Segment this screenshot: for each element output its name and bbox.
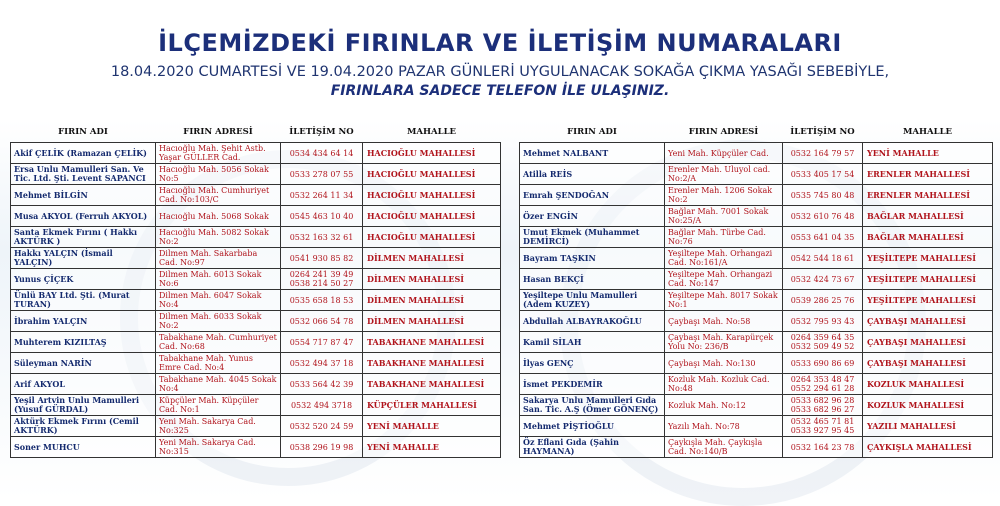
page-subtitle: 18.04.2020 CUMARTESİ VE 19.04.2020 PAZAR GÜNLERİ UYGULANACAK SOKAĞA ÇIKMA YASAĞI SEBEBİYLE, <box>110 64 890 80</box>
bakery-address-cell: Dilmen Mah. 6013 Sokak No:6 <box>156 269 281 290</box>
bakery-phone-cell <box>783 227 863 248</box>
phone-number: 0533 682 96 27 <box>790 405 855 414</box>
bakery-address-cell: Çaybaşı Mah. No:130 <box>665 353 783 374</box>
phone-number: 0532 520 24 59 <box>289 421 354 431</box>
phone-number: 0553 641 04 35 <box>790 232 855 242</box>
right-table-wrapper <box>519 122 993 458</box>
bakery-name-cell: İlyas GENÇ <box>520 353 665 374</box>
phone-number: 0264 353 48 47 <box>790 375 855 384</box>
bakery-address-cell: Bağlar Mah. 7001 Sokak No:25/A <box>665 206 783 227</box>
bakery-phone-cell <box>281 164 363 185</box>
bakery-name-cell: Ünlü BAY Ltd. Şti. (Murat TURAN) <box>11 290 156 311</box>
bakery-name-cell: Arif AKYOL <box>11 374 156 395</box>
phone-number: 0532 264 11 34 <box>289 190 354 200</box>
page-title: İLÇEMİZDEKİ FIRINLAR VE İLETİŞİM NUMARALARI <box>158 29 842 57</box>
bakery-name-cell: Kamil SİLAH <box>520 332 665 353</box>
bakery-name-cell: Umut Ekmek (Muhammet DEMİRCİ) <box>520 227 665 248</box>
phone-number: 0264 359 64 35 <box>790 333 855 342</box>
bakery-phone-cell <box>783 164 863 185</box>
phone-number: 0545 463 10 40 <box>289 211 354 221</box>
bakery-district-cell: TABAKHANE MAHALLESİ <box>363 374 501 395</box>
table-row <box>520 269 993 290</box>
bakery-name-cell: Mehmet PİŞTİOĞLU <box>520 416 665 437</box>
phone-number: 0532 494 37 18 <box>289 358 354 368</box>
bakery-name-cell: Muhterem KIZILTAŞ <box>11 332 156 353</box>
bakery-address-cell: Tabakhane Mah. 4045 Sokak No:4 <box>156 374 281 395</box>
phone-number: 0533 278 07 55 <box>289 169 354 179</box>
bakery-address-cell: Çaybaşı Mah. Karapürçek Yolu No: 236/B <box>665 332 783 353</box>
bakery-address-cell: Çaybaşı Mah. No:58 <box>665 311 783 332</box>
bakery-phone-cell <box>281 290 363 311</box>
bakery-phone-cell <box>281 248 363 269</box>
table-row <box>11 227 501 248</box>
header <box>0 28 1000 100</box>
phone-number: 0542 544 18 61 <box>790 253 855 263</box>
bakery-address-cell: Hacıoğlu Mah. 5068 Sokak <box>156 206 281 227</box>
page-notice: FIRINLARA SADECE TELEFON İLE ULAŞINIZ. <box>330 83 670 99</box>
bakery-address-cell: Tabakhane Mah. Yunus Emre Cad. No:4 <box>156 353 281 374</box>
bakery-phone-cell <box>783 437 863 458</box>
bakery-district-cell: BAĞLAR MAHALLESİ <box>863 227 993 248</box>
bakery-name-cell: Ersa Unlu Mamulleri San. Ve Tic. Ltd. Şti. Levent SAPANCI <box>11 164 156 185</box>
bakery-address-cell: Yeni Mah. Küpçüler Cad. <box>665 143 783 164</box>
column-header-phone: İLETİŞİM NO <box>289 127 354 137</box>
phone-number: 0532 494 3718 <box>290 400 353 410</box>
bakery-phone-cell <box>783 143 863 164</box>
table-row <box>11 437 501 458</box>
bakery-district-cell: ERENLER MAHALLESİ <box>863 185 993 206</box>
bakery-address-cell: Hacıoğlu Mah. Cumhuriyet Cad. No:103/C <box>156 185 281 206</box>
table-row <box>520 374 993 395</box>
table-row <box>520 206 993 227</box>
table-row <box>11 143 501 164</box>
table-row <box>11 248 501 269</box>
bakery-district-cell: KOZLUK MAHALLESİ <box>863 374 993 395</box>
bakery-table-left <box>10 122 501 458</box>
bakery-district-cell: YEŞİLTEPE MAHALLESİ <box>863 290 993 311</box>
bakery-phone-cell <box>783 206 863 227</box>
bakery-phone-cell <box>783 311 863 332</box>
bakery-phone-cell <box>281 395 363 416</box>
bakery-address-cell: Dilmen Mah. 6033 Sokak No:2 <box>156 311 281 332</box>
bakery-name-cell: Santa Ekmek Fırını ( Hakkı AKTÜRK ) <box>11 227 156 248</box>
bakery-name-cell: Hakkı YALÇIN (İsmail YALÇIN) <box>11 248 156 269</box>
bakery-district-cell: HACIOĞLU MAHALLESİ <box>363 227 501 248</box>
bakery-address-cell: Yeşiltepe Mah. Orhangazi Cad. No:161/A <box>665 248 783 269</box>
phone-number: 0532 164 23 78 <box>790 442 855 452</box>
table-row <box>11 374 501 395</box>
phone-number: 0539 286 25 76 <box>790 295 855 305</box>
bakery-address-cell: Kozluk Mah. No:12 <box>665 395 783 416</box>
phone-number: 0535 658 18 53 <box>289 295 354 305</box>
bakery-name-cell: Soner MUHCU <box>11 437 156 458</box>
bakery-district-cell: DİLMEN MAHALLESİ <box>363 290 501 311</box>
phone-number: 0532 509 49 52 <box>790 342 855 351</box>
bakery-name-cell: İsmet PEKDEMİR <box>520 374 665 395</box>
table-row <box>11 164 501 185</box>
bakery-name-cell: Süleyman NARİN <box>11 353 156 374</box>
bakery-name-cell: Yunus ÇİÇEK <box>11 269 156 290</box>
column-header-name: FIRIN ADI <box>567 127 617 137</box>
table-row <box>520 332 993 353</box>
bakery-district-cell: ERENLER MAHALLESİ <box>863 164 993 185</box>
phone-number: 0535 745 80 48 <box>790 190 855 200</box>
bakery-phone-cell <box>783 248 863 269</box>
table-row <box>520 395 993 416</box>
bakery-phone-cell <box>281 437 363 458</box>
bakery-address-cell: Yazılı Mah. No:78 <box>665 416 783 437</box>
bakery-name-cell: Mehmet BİLGİN <box>11 185 156 206</box>
phone-number: 0538 296 19 98 <box>289 442 354 452</box>
phone-number: 0533 927 95 45 <box>790 426 855 435</box>
table-row <box>11 185 501 206</box>
table-row <box>11 353 501 374</box>
bakery-phone-cell <box>281 185 363 206</box>
bakery-phone-cell <box>783 290 863 311</box>
phone-number: 0532 066 54 78 <box>289 316 354 326</box>
bakery-district-cell: HACIOĞLU MAHALLESİ <box>363 164 501 185</box>
column-header-phone: İLETİŞİM NO <box>790 127 855 137</box>
phone-number: 0532 610 76 48 <box>790 211 855 221</box>
bakery-name-cell: İbrahim YALÇIN <box>11 311 156 332</box>
bakery-address-cell: Dilmen Mah. Sakarbaba Cad. No:97 <box>156 248 281 269</box>
bakery-address-cell: Hacıoğlu Mah. 5082 Sokak No:2 <box>156 227 281 248</box>
table-row <box>520 164 993 185</box>
bakery-district-cell: ÇAYKIŞLA MAHALLESİ <box>863 437 993 458</box>
bakery-name-cell: Yeşil Artvin Unlu Mamulleri (Yusuf GÜRDAL) <box>11 395 156 416</box>
bakery-district-cell: YAZILI MAHALLESİ <box>863 416 993 437</box>
bakery-district-cell: DİLMEN MAHALLESİ <box>363 311 501 332</box>
table-row <box>520 290 993 311</box>
table-row <box>11 269 501 290</box>
bakery-address-cell: Hacıoğlu Mah. 5056 Sokak No:5 <box>156 164 281 185</box>
bakery-phone-cell <box>783 416 863 437</box>
bakery-name-cell: Aktürk Ekmek Fırını (Cemil AKTÜRK) <box>11 416 156 437</box>
bakery-phone-cell <box>783 185 863 206</box>
phone-number: 0554 717 87 47 <box>289 337 354 347</box>
bakery-phone-cell <box>783 395 863 416</box>
phone-number: 0533 682 96 28 <box>790 396 855 405</box>
phone-number: 0532 465 71 81 <box>790 417 855 426</box>
bakery-name-cell: Yeşiltepe Unlu Mamulleri (Adem KUZEY) <box>520 290 665 311</box>
table-row <box>520 437 993 458</box>
bakery-name-cell: Bayram TAŞKIN <box>520 248 665 269</box>
column-header-name: FIRIN ADI <box>58 127 108 137</box>
bakery-name-cell: Özer ENGİN <box>520 206 665 227</box>
table-header-row <box>520 122 993 143</box>
bakery-address-cell: Hacıoğlu Mah. Şehit Astb. Yaşar GÜLLER Cad. <box>156 143 281 164</box>
phone-number: 0534 434 64 14 <box>289 148 354 158</box>
bakery-address-cell: Çaykışla Mah. Çaykışla Cad. No:140/B <box>665 437 783 458</box>
table-row <box>11 311 501 332</box>
bakery-district-cell: BAĞLAR MAHALLESİ <box>863 206 993 227</box>
bakery-district-cell: KOZLUK MAHALLESİ <box>863 395 993 416</box>
bakery-phone-cell <box>281 227 363 248</box>
table-row <box>520 353 993 374</box>
table-row <box>520 416 993 437</box>
table-row <box>520 185 993 206</box>
bakery-address-cell: Küpçüler Mah. Küpçüler Cad. No:1 <box>156 395 281 416</box>
bakery-name-cell: Sakarya Unlu Mamulleri Gıda San. Tic. A.Ş (Ömer GÖNENÇ) <box>520 395 665 416</box>
bakery-district-cell: TABAKHANE MAHALLESİ <box>363 332 501 353</box>
bakery-district-cell: ÇAYBAŞI MAHALLESİ <box>863 332 993 353</box>
bakery-address-cell: Dilmen Mah. 6047 Sokak No:4 <box>156 290 281 311</box>
bakery-district-cell: YEŞİLTEPE MAHALLESİ <box>863 269 993 290</box>
bakery-address-cell: Yeni Mah. Sakarya Cad. No:325 <box>156 416 281 437</box>
column-header-address: FIRIN ADRESİ <box>183 127 253 137</box>
column-header-address: FIRIN ADRESİ <box>688 127 759 137</box>
bakery-name-cell: Akif ÇELİK (Ramazan ÇELİK) <box>11 143 156 164</box>
bakery-district-cell: YEŞİLTEPE MAHALLESİ <box>863 248 993 269</box>
bakery-name-cell: Abdullah ALBAYRAKOĞLU <box>520 311 665 332</box>
bakery-district-cell: DİLMEN MAHALLESİ <box>363 269 501 290</box>
phone-number: 0532 163 32 61 <box>289 232 354 242</box>
bakery-address-cell: Kozluk Mah. Kozluk Cad. No:48 <box>665 374 783 395</box>
table-row <box>11 206 501 227</box>
bakery-district-cell: HACIOĞLU MAHALLESİ <box>363 185 501 206</box>
table-row <box>11 332 501 353</box>
bakery-phone-cell <box>281 143 363 164</box>
bakery-name-cell: Emrah ŞENDOĞAN <box>520 185 665 206</box>
bakery-address-cell: Yeni Mah. Sakarya Cad. No:315 <box>156 437 281 458</box>
bakery-district-cell: DİLMEN MAHALLESİ <box>363 248 501 269</box>
bakery-phone-cell <box>783 374 863 395</box>
table-row <box>11 395 501 416</box>
bakery-district-cell: YENİ MAHALLE <box>863 143 993 164</box>
bakery-name-cell: Atilla REİS <box>520 164 665 185</box>
table-row <box>11 290 501 311</box>
bakery-name-cell: Mehmet NALBANT <box>520 143 665 164</box>
table-row <box>520 248 993 269</box>
bakery-phone-cell <box>281 332 363 353</box>
bakery-district-cell: TABAKHANE MAHALLESİ <box>363 353 501 374</box>
bakery-address-cell: Yeşiltepe Mah. Orhangazi Cad. No:147 <box>665 269 783 290</box>
phone-number: 0541 930 85 82 <box>289 253 354 263</box>
bakery-name-cell: Hasan BEKÇİ <box>520 269 665 290</box>
bakery-phone-cell <box>281 206 363 227</box>
bakery-district-cell: KÜPÇÜLER MAHALLESİ <box>363 395 501 416</box>
bakery-phone-cell <box>783 269 863 290</box>
bakery-district-cell: YENİ MAHALLE <box>363 416 501 437</box>
phone-number: 0533 564 42 39 <box>289 379 354 389</box>
bakery-district-cell: ÇAYBAŞI MAHALLESİ <box>863 353 993 374</box>
phone-number: 0538 214 50 27 <box>289 279 354 288</box>
bakery-phone-cell <box>281 416 363 437</box>
bakery-address-cell: Erenler Mah. 1206 Sokak No:2 <box>665 185 783 206</box>
bakery-district-cell: ÇAYBAŞI MAHALLESİ <box>863 311 993 332</box>
phone-number: 0533 405 17 54 <box>790 169 855 179</box>
bakery-phone-cell <box>281 374 363 395</box>
phone-number: 0532 164 79 57 <box>790 148 855 158</box>
column-header-district: MAHALLE <box>406 127 457 137</box>
bakery-name-cell: Musa AKYOL (Ferruh AKYOL) <box>11 206 156 227</box>
bakery-table-right <box>519 122 993 458</box>
phone-number: 0532 424 73 67 <box>790 274 855 284</box>
bakery-name-cell: Öz Eflani Gıda (Şahin HAYMANA) <box>520 437 665 458</box>
table-row <box>520 143 993 164</box>
bakery-phone-cell <box>281 311 363 332</box>
bakery-phone-cell <box>281 353 363 374</box>
bakery-district-cell: YENİ MAHALLE <box>363 437 501 458</box>
bakery-phone-cell <box>783 353 863 374</box>
phone-number: 0552 294 61 28 <box>790 384 855 393</box>
table-header-row <box>11 122 501 143</box>
phone-number: 0532 795 93 43 <box>790 316 855 326</box>
table-row <box>520 311 993 332</box>
bakery-address-cell: Erenler Mah. Uluyol cad. No:2/A <box>665 164 783 185</box>
bakery-district-cell: HACIOĞLU MAHALLESİ <box>363 143 501 164</box>
bakery-phone-cell <box>281 269 363 290</box>
phone-number: 0264 241 39 49 <box>289 270 354 279</box>
table-row <box>11 416 501 437</box>
bakery-address-cell: Tabakhane Mah. Cumhuriyet Cad. No:68 <box>156 332 281 353</box>
left-table-wrapper <box>10 122 501 458</box>
table-row <box>520 227 993 248</box>
phone-number: 0533 690 86 69 <box>790 358 855 368</box>
bakery-district-cell: HACIOĞLU MAHALLESİ <box>363 206 501 227</box>
column-header-district: MAHALLE <box>902 127 953 137</box>
bakery-phone-cell <box>783 332 863 353</box>
bakery-address-cell: Yeşiltepe Mah. 8017 Sokak No:1 <box>665 290 783 311</box>
bakery-address-cell: Bağlar Mah. Türbe Cad. No:76 <box>665 227 783 248</box>
